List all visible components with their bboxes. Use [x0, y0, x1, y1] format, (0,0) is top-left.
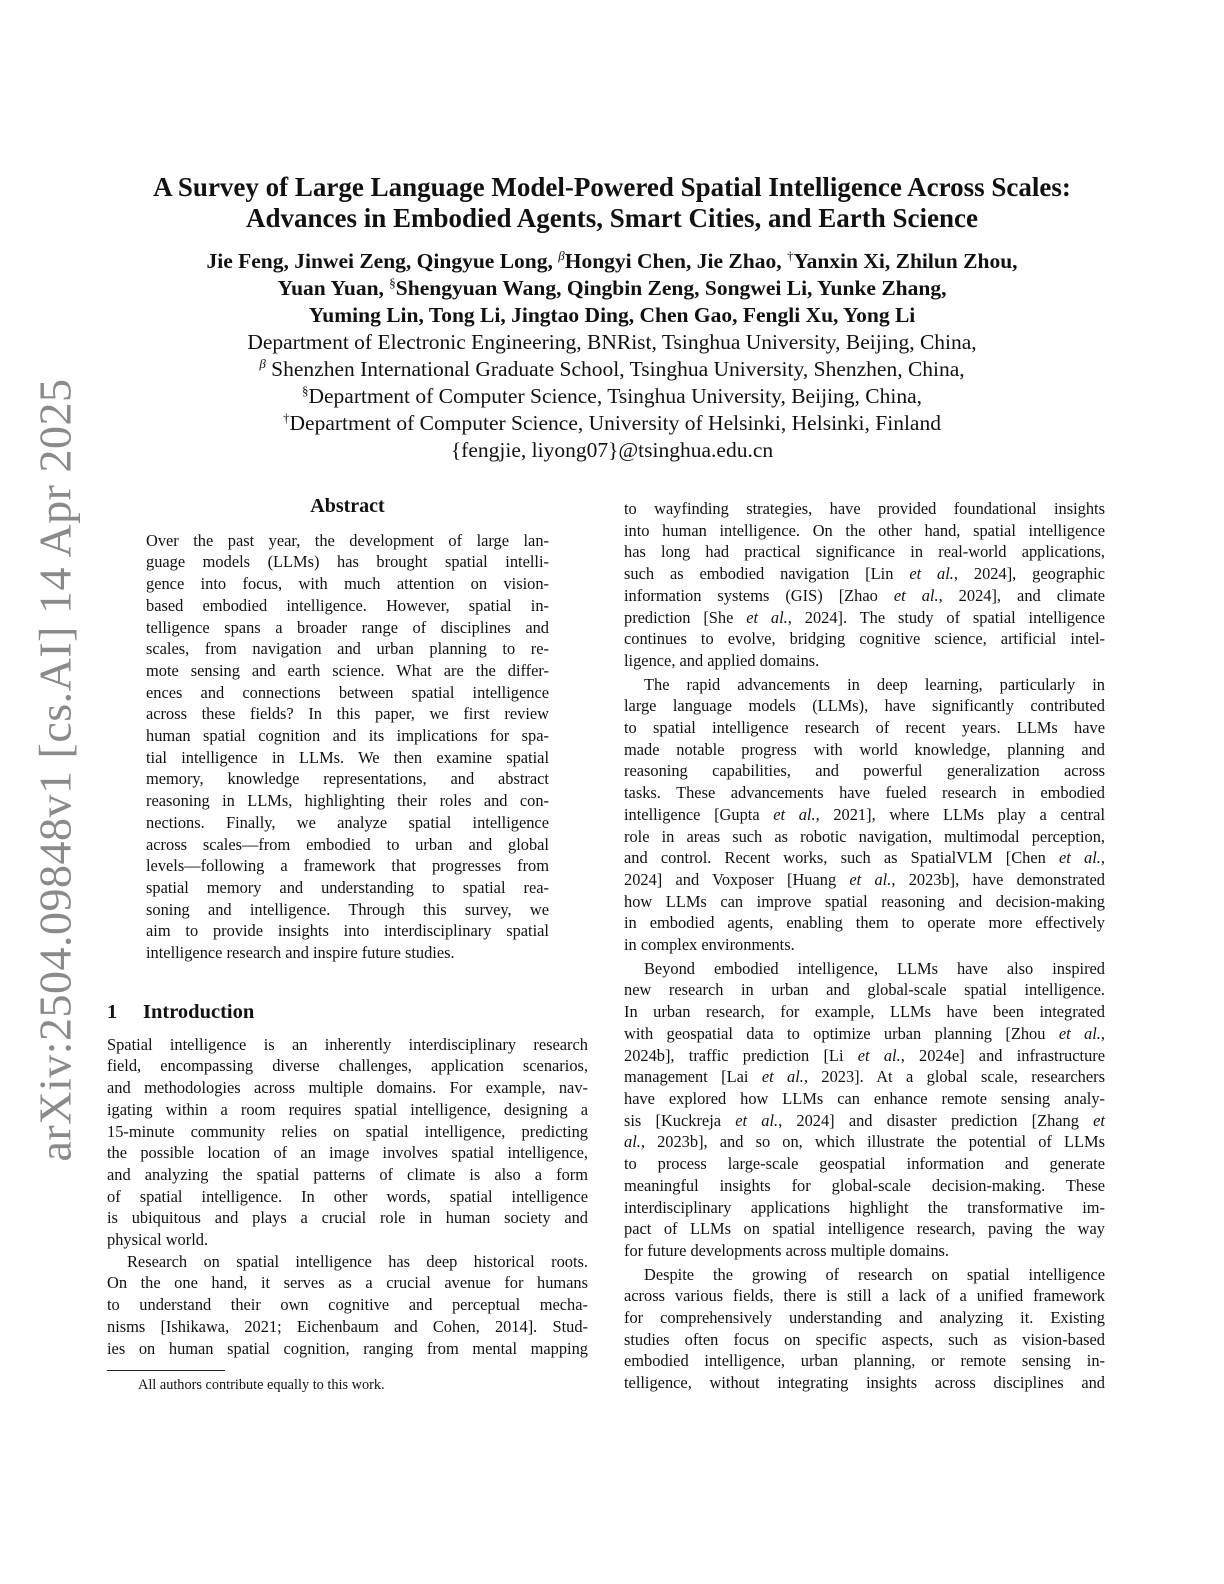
- authors-line-1: Jie Feng, Jinwei Zeng, Qingyue Long, $^\beta$Hongyi Chen, Jie Zhao, †Yanxin Xi, Zhilun Zhou,: [206, 247, 1018, 273]
- text-line: prediction [She et al., 2024]. The study of spatial intelligence: [624, 607, 1105, 627]
- text-line: human spatial cognition and its implications for spa-: [146, 726, 549, 746]
- text-line: tasks. These advancements have fueled research in embodied: [624, 783, 1105, 803]
- text-line: tial intelligence in LLMs. We then examine spatial: [146, 747, 549, 767]
- text-line: field, encompassing diverse challenges, application scenarios,: [107, 1056, 588, 1076]
- abstract-heading: Abstract: [310, 495, 385, 517]
- text-line: meaningful insights for global-scale decision-making. These: [624, 1175, 1105, 1195]
- text-line: 15-minute community relies on spatial intelligence, predicting: [107, 1121, 588, 1141]
- text-line: and control. Recent works, such as SpatialVLM [Chen et al.,: [624, 848, 1105, 868]
- text-line: how LLMs can improve spatial reasoning and decision-making: [624, 891, 1105, 911]
- text-line: intelligence research and inspire future studies.: [146, 943, 455, 963]
- text-line: continues to evolve, bridging cognitive science, artificial intel-: [624, 629, 1105, 649]
- text-line: of spatial intelligence. In other words, spatial intelligence: [107, 1186, 588, 1206]
- text-line: studies often focus on specific aspects, such as vision-based: [624, 1329, 1105, 1349]
- text-line: ligence, and applied domains.: [624, 650, 820, 670]
- text-line: across these fields? In this paper, we first review: [146, 704, 549, 724]
- text-line: role in areas such as robotic navigation, multimodal perception,: [624, 826, 1105, 846]
- author-list: [100, 248, 1124, 329]
- authors-line-3: Yuming Lin, Tong Li, Jingtao Ding, Chen Gao, Fengli Xu, Yong Li: [308, 303, 916, 327]
- arxiv-identifier: [20, 378, 90, 1162]
- right-column: [624, 498, 1105, 1394]
- text-line: Despite the growing of research on spatial intelligence: [644, 1264, 1105, 1284]
- text-line: gence into focus, with much attention on vision-: [146, 574, 549, 594]
- text-line: The rapid advancements in deep learning, particularly in: [644, 674, 1105, 694]
- right-paragraph-3: [624, 958, 1105, 1262]
- text-line: to spatial intelligence research of recent years. LLMs have: [624, 718, 1105, 738]
- text-line: 2024] and Voxposer [Huang et al., 2023b], have demonstrated: [624, 869, 1105, 889]
- affiliation-2: $^\beta$ Shenzhen International Graduate School, Tsinghua University, Shenzhen, China,: [259, 355, 965, 381]
- text-line: nections. Finally, we analyze spatial intelligence: [146, 812, 549, 832]
- introduction-heading: 1 Introduction: [107, 1001, 255, 1023]
- right-paragraph-1: [624, 498, 1105, 672]
- text-line: ences and connections between spatial intelligence: [146, 682, 549, 702]
- text-line: made notable progress with world knowledge, planning and: [624, 739, 1105, 759]
- affiliation-3: §Department of Computer Science, Tsinghua University, Beijing, China,: [301, 382, 923, 408]
- text-line: large language models (LLMs), have significantly contributed: [624, 696, 1105, 716]
- text-line: guage models (LLMs) has brought spatial intelli-: [146, 552, 549, 572]
- text-line: and analyzing the spatial patterns of climate is also a form: [107, 1164, 588, 1184]
- text-line: sis [Kuckreja et al., 2024] and disaster prediction [Zhang et: [624, 1110, 1105, 1130]
- paper-title: [100, 172, 1124, 234]
- text-line: soning and intelligence. Through this survey, we: [146, 899, 549, 919]
- text-line: aim to provide insights into interdisciplinary spatial: [146, 921, 549, 941]
- title-line-2: Advances in Embodied Agents, Smart Cities, and Earth Science: [245, 203, 979, 233]
- text-line: information systems (GIS) [Zhao et al., 2024], and climate: [624, 585, 1105, 605]
- text-line: to process large-scale geospatial information and generate: [624, 1154, 1105, 1174]
- text-line: ies on human spatial cognition, ranging from mental mapping: [107, 1338, 588, 1358]
- text-line: Beyond embodied intelligence, LLMs have also inspired: [644, 958, 1105, 978]
- text-line: interdisciplinary applications highlight the transformative im-: [624, 1197, 1105, 1217]
- text-line: management [Lai et al., 2023]. At a global scale, researchers: [624, 1067, 1105, 1087]
- text-line: reasoning in LLMs, highlighting their roles and con-: [146, 791, 549, 811]
- intro-paragraph-2: [107, 1251, 588, 1360]
- introduction-section: [107, 1002, 588, 1359]
- text-line: in embodied agents, enabling them to operate more effectively: [624, 913, 1105, 933]
- text-line: 2024b], traffic prediction [Li et al., 2024e] and infrastructure: [624, 1045, 1105, 1065]
- text-line: based embodied intelligence. However, spatial in-: [146, 595, 549, 615]
- text-line: al., 2023b], and so on, which illustrate the potential of LLMs: [624, 1132, 1105, 1152]
- text-line: the possible location of an image involves spatial intelligence,: [107, 1143, 588, 1163]
- title-block: [100, 172, 1124, 464]
- text-line: embodied intelligence, urban planning, or remote sensing in-: [624, 1351, 1105, 1371]
- text-line: telligence spans a broader range of disciplines and: [146, 617, 549, 637]
- text-line: to wayfinding strategies, have provided foundational insights: [624, 499, 1105, 518]
- text-line: across scales—from embodied to urban and global: [146, 834, 549, 854]
- footnote-rule: [107, 1370, 225, 1371]
- text-line: scales, from navigation and urban planning to re-: [146, 639, 549, 659]
- arxiv-identifier-text: arXiv:2504.09848v1 [cs.AI] 14 Apr 2025: [29, 378, 81, 1162]
- title-line-1: A Survey of Large Language Model-Powered Spatial Intelligence Across Scales:: [153, 172, 1071, 202]
- text-line: reasoning capabilities, and powerful generalization across: [624, 761, 1105, 781]
- text-line: in complex environments.: [624, 935, 795, 955]
- text-line: to understand their own cognitive and perceptual mecha-: [107, 1295, 588, 1315]
- abstract-body: [146, 530, 549, 964]
- affiliation-1: Department of Electronic Engineering, BNRist, Tsinghua University, Beijing, China,: [247, 330, 977, 354]
- beta-mark: β: [558, 247, 565, 263]
- text-line: has long had practical significance in real-world applications,: [624, 542, 1105, 562]
- text-line: and methodologies across multiple domains. For example, nav-: [107, 1078, 588, 1098]
- text-line: new research in urban and global-scale spatial intelligence.: [624, 980, 1105, 1000]
- right-paragraph-2: [624, 674, 1105, 956]
- text-line: Over the past year, the development of large lan-: [146, 530, 549, 550]
- text-line: Research on spatial intelligence has deep historical roots.: [127, 1251, 588, 1271]
- text-line: for future developments across multiple domains.: [624, 1240, 950, 1260]
- text-line: intelligence [Gupta et al., 2021], where LLMs play a central: [624, 804, 1105, 824]
- text-line: across various fields, there is still a lack of a unified framework: [624, 1286, 1105, 1306]
- text-line: nisms [Ishikawa, 2021; Eichenbaum and Cohen, 2014]. Stud-: [107, 1316, 588, 1336]
- text-line: pact of LLMs on spatial intelligence research, paving the way: [624, 1219, 1105, 1239]
- text-line: memory, knowledge representations, and abstract: [146, 769, 549, 789]
- text-line: into human intelligence. On the other hand, spatial intelligence: [624, 520, 1105, 540]
- abstract-section: [146, 496, 549, 964]
- text-line: for comprehensively understanding and analyzing it. Existing: [624, 1308, 1105, 1328]
- text-line: such as embodied navigation [Lin et al., 2024], geographic: [624, 564, 1105, 584]
- affiliation-4: †Department of Computer Science, University of Helsinki, Helsinki, Finland: [283, 409, 941, 435]
- right-paragraph-4: [624, 1264, 1105, 1394]
- text-line: Spatial intelligence is an inherently interdisciplinary research: [107, 1034, 588, 1054]
- affiliations: [100, 329, 1124, 464]
- footnote: All authors contribute equally to this work.: [138, 1377, 385, 1393]
- text-line: physical world.: [107, 1230, 209, 1250]
- text-line: mote sensing and earth science. What are the differ-: [146, 660, 549, 680]
- text-line: On the one hand, it serves as a crucial avenue for humans: [107, 1273, 588, 1293]
- text-line: levels—following a framework that progresses from: [146, 856, 549, 876]
- authors-line-2: Yuan Yuan, §Shengyuan Wang, Qingbin Zeng, Songwei Li, Yunke Zhang,: [277, 274, 947, 300]
- text-line: spatial memory and understanding to spatial rea-: [146, 877, 549, 897]
- intro-paragraph-1: [107, 1034, 588, 1251]
- text-line: In urban research, for example, LLMs have been integrated: [624, 1002, 1105, 1022]
- text-line: is ubiquitous and plays a crucial role in human society and: [107, 1208, 588, 1228]
- section-mark: §: [389, 274, 396, 290]
- text-line: telligence, without integrating insights across disciplines and: [624, 1373, 1105, 1393]
- text-line: have explored how LLMs can enhance remote sensing analy-: [624, 1088, 1105, 1108]
- text-line: with geospatial data to optimize urban planning [Zhou et al.,: [624, 1023, 1105, 1043]
- contact-email: {fengjie, liyong07}@tsinghua.edu.cn: [450, 438, 774, 462]
- dagger-mark: †: [786, 247, 794, 263]
- text-line: igating within a room requires spatial intelligence, designing a: [107, 1099, 588, 1119]
